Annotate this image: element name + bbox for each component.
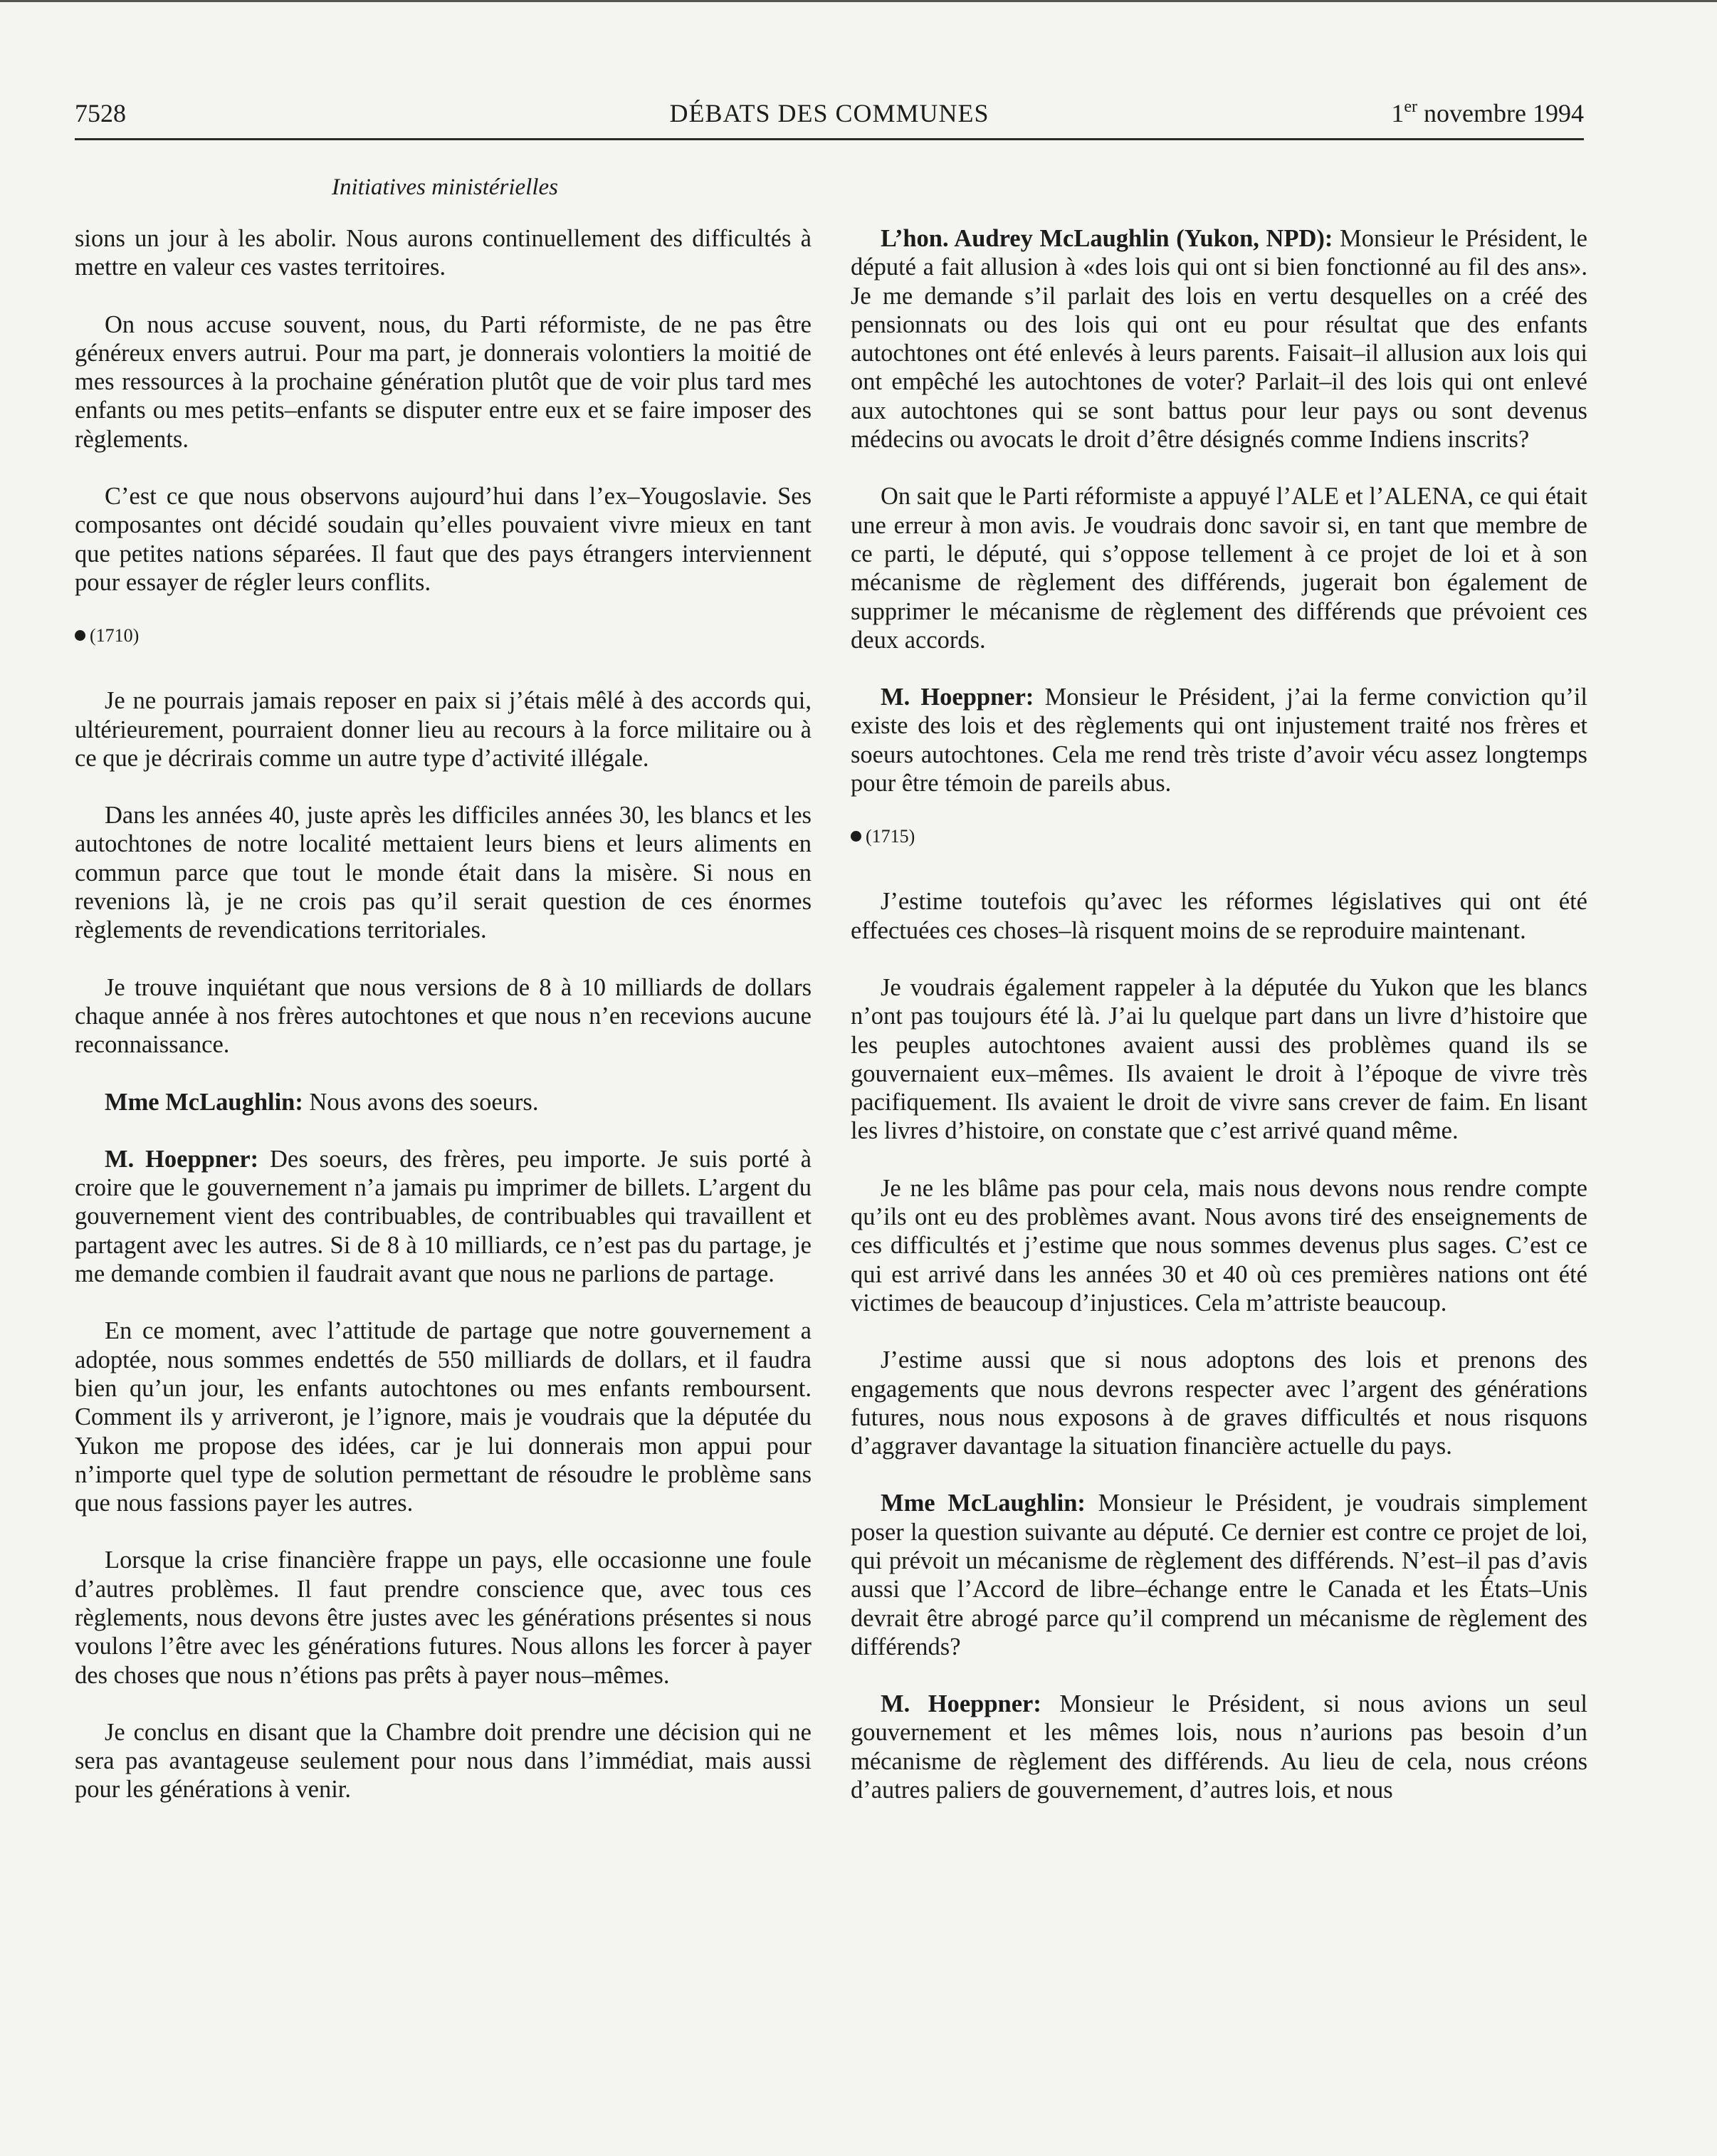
speaker-name: Mme McLaughlin: xyxy=(881,1490,1086,1517)
date-day: 1 xyxy=(1391,99,1404,127)
time-marker xyxy=(851,826,1587,847)
paragraph: Je trouve inquiétant que nous versions de 8 à 10 milliards de dollars chaque année à nos frères autochtones et que nous n’en recevions aucune reconnaissance. xyxy=(75,973,812,1059)
paragraph: Je conclus en disant que la Chambre doit prendre une décision qui ne sera pas avantageuse seulement pour nous dans l’immédiat, mais aussi pour les générations à venir. xyxy=(75,1718,812,1804)
paragraph: J’estime toutefois qu’avec les réformes législatives qui ont été effectuées ces choses–là risquent moins de se reproduire maintenant. xyxy=(851,888,1587,944)
speaker-name: M. Hoeppner: xyxy=(881,684,1034,711)
paragraph: J’estime aussi que si nous adoptons des lois et prenons des engagements que nous devrons respecter avec l’argent des générations futures, nous nous exposons à de graves difficultés et nous risquons d’aggraver davantage la situation financière actuelle du pays. xyxy=(851,1346,1587,1460)
page-number: 7528 xyxy=(75,99,126,127)
speech-text: Monsieur le Président, j’ai la ferme conviction qu’il existe des lois et des règlements qui ont injustement traité nos frères et soeurs autochtones. Cela me rend très triste d’avoir vécu assez longtemps pour être témoin de pareils abus. xyxy=(851,684,1588,797)
time-marker-label: (1715) xyxy=(866,826,915,847)
paragraph: Je ne pourrais jamais reposer en paix si j’étais mêlé à des accords qui, ultérieurement, pourraient donner lieu au recours à la force militaire ou à ce que je décrirais comme un autre type d’activité illégale. xyxy=(75,687,812,772)
paragraph: Je ne les blâme pas pour cela, mais nous devons nous rendre compte qu’ils ont eu des problèmes avant. Nous avons tiré des enseignements de ces difficultés et j’estime que nous sommes devenus plus sages. C’est ce qui est arrivé dans les années 30 et 40 où ces premières nations ont été victimes de beaucoup d’injustices. Cela m’attriste beaucoup. xyxy=(851,1174,1587,1317)
page-top-edge xyxy=(0,0,1717,2)
speaker-name: Mme McLaughlin: xyxy=(105,1088,303,1116)
speech-paragraph xyxy=(851,1690,1587,1804)
speech-text: Nous avons des soeurs. xyxy=(303,1088,539,1116)
speech-text: Monsieur le Président, le député a fait allusion à «des lois qui ont si bien fonctionné au fil des ans». Je me demande s’il parlait des lois en vertu desquelles on a créé des pensionnats ou des lois qui ont eu pour résultat que des enfants autochtones ont été enlevés à leurs parents. Faisait–il allusion aux lois qui ont empêché les autochtones de voter? Parlait–il des lois qui ont enlevé aux autochtones qui se sont battus pour leur pays ou sont devenus médecins ou avocats le droit d’être désignés comme Indiens inscrits? xyxy=(851,225,1587,454)
speech-paragraph xyxy=(75,1088,812,1116)
speaker-name: M. Hoeppner: xyxy=(105,1145,259,1173)
speech-text: Monsieur le Président, je voudrais simplement poser la question suivante au député. Ce dernier est contre ce projet de loi, qui prévoit un mécanisme de règlement des différends. N’est–il pas d’avis aussi que l’Accord de libre–échange entre le Canada et les États–Unis devrait être abrogé parce qu’il comprend un mécanisme de règlement des différends? xyxy=(851,1490,1587,1660)
right-column xyxy=(851,224,1587,1833)
bullet-dot-icon xyxy=(851,831,861,842)
bullet-dot-icon xyxy=(75,630,85,641)
paragraph: En ce moment, avec l’attitude de partage que notre gouvernement a adoptée, nous sommes endettés de 550 milliards de dollars, et il faudra bien qu’un jour, les enfants autochtones ou mes enfants remboursent. Comment ils y arriveront, je l’ignore, mais je voudrais que la députée du Yukon me propose des idées, car je lui donnerais mon appui pour n’importe quel type de solution permettant de résoudre le problème sans que nous fassions payer les autres. xyxy=(75,1317,812,1517)
left-column xyxy=(75,224,812,1833)
publication-title: DÉBATS DES COMMUNES xyxy=(669,99,989,127)
date-month-year: novembre 1994 xyxy=(1417,99,1584,127)
paragraph: Lorsque la crise financière frappe un pays, elle occasionne une foule d’autres problèmes. Il faut prendre conscience que, avec tous ces règlements, nous devons être justes avec les générations présentes si nous voulons l’être avec les générations futures. Nous allons les forcer à payer des choses que nous n’étions pas prêts à payer nous–mêmes. xyxy=(75,1547,812,1689)
speech-paragraph xyxy=(851,683,1587,797)
publication-date xyxy=(1391,98,1584,128)
time-marker-label: (1710) xyxy=(90,625,140,647)
paragraph: On sait que le Parti réformiste a appuyé l’ALE et l’ALENA, ce qui était une erreur à mon avis. Je voudrais donc savoir si, en tant que membre de ce parti, le député, qui s’oppose tellement à ce projet de loi et à son mécanisme de règlement des différends, jugerait bon également de supprimer le mécanisme de règlement des différends que prévoient ces deux accords. xyxy=(851,483,1587,654)
speech-paragraph xyxy=(75,1145,812,1288)
speech-text: Monsieur le Président, si nous avions un seul gouvernement et les mêmes lois, nous n’aurions pas besoin d’un mécanisme de règlement des différends. Au lieu de cela, nous créons d’autres paliers de gouvernement, d’autres lois, et nous xyxy=(851,1690,1587,1804)
speech-paragraph xyxy=(851,224,1587,454)
speaker-name: L’hon. Audrey McLaughlin (Yukon, NPD): xyxy=(881,225,1333,252)
speech-text: Des soeurs, des frères, peu importe. Je suis porté à croire que le gouvernement n’a jamais pu imprimer de billets. L’argent du gouvernement vient des contribuables, de contribuables qui travaillent et partagent avec les autres. Si de 8 à 10 milliards, ce n’est pas du partage, je me demande combien il faudrait avant que nous ne parlions de partage. xyxy=(75,1145,812,1288)
time-marker xyxy=(75,625,812,647)
paragraph: On nous accuse souvent, nous, du Parti réformiste, de ne pas être généreux envers autrui. Pour ma part, je donnerais volontiers la moitié de mes ressources à la prochaine génération plutôt que de voir plus tard mes enfants ou mes petits–enfants se disputer entre eux et se faire imposer des règlements. xyxy=(75,310,812,453)
paragraph: Je voudrais également rappeler à la députée du Yukon que les blancs n’ont pas toujours été là. J’ai lu quelque part dans un livre d’histoire que les peuples autochtones avaient aussi des problèmes quand ils se gouvernaient eux–mêmes. Ils avaient le droit à l’époque de vivre très pacifiquement. Ils avaient le droit de vivre sans crever de faim. En lisant les livres d’histoire, on constate que c’est arrivé quand même. xyxy=(851,973,1587,1145)
page-header xyxy=(75,98,1584,140)
paragraph: Dans les années 40, juste après les difficiles années 30, les blancs et les autochtones de notre localité mettaient leurs biens et leurs aliments en commun parce que tout le monde était dans la misère. Si nous en revenions là, je ne crois pas qu’il serait question de ces énormes règlements de revendications territoriales. xyxy=(75,802,812,944)
paragraph: sions un jour à les abolir. Nous aurons continuellement des difficultés à mettre en valeur ces vastes territoires. xyxy=(75,225,812,281)
speech-paragraph xyxy=(851,1489,1587,1661)
speaker-name: M. Hoeppner: xyxy=(881,1690,1041,1718)
section-title: Initiatives ministérielles xyxy=(331,174,559,200)
paragraph: C’est ce que nous observons aujourd’hui dans l’ex–Yougoslavie. Ses composantes ont décidé soudain qu’elles pouvaient vivre mieux en tant que petites nations séparées. Il faut que des pays étrangers interviennent pour essayer de régler leurs conflits. xyxy=(75,483,812,596)
date-ordinal: er xyxy=(1404,98,1418,116)
